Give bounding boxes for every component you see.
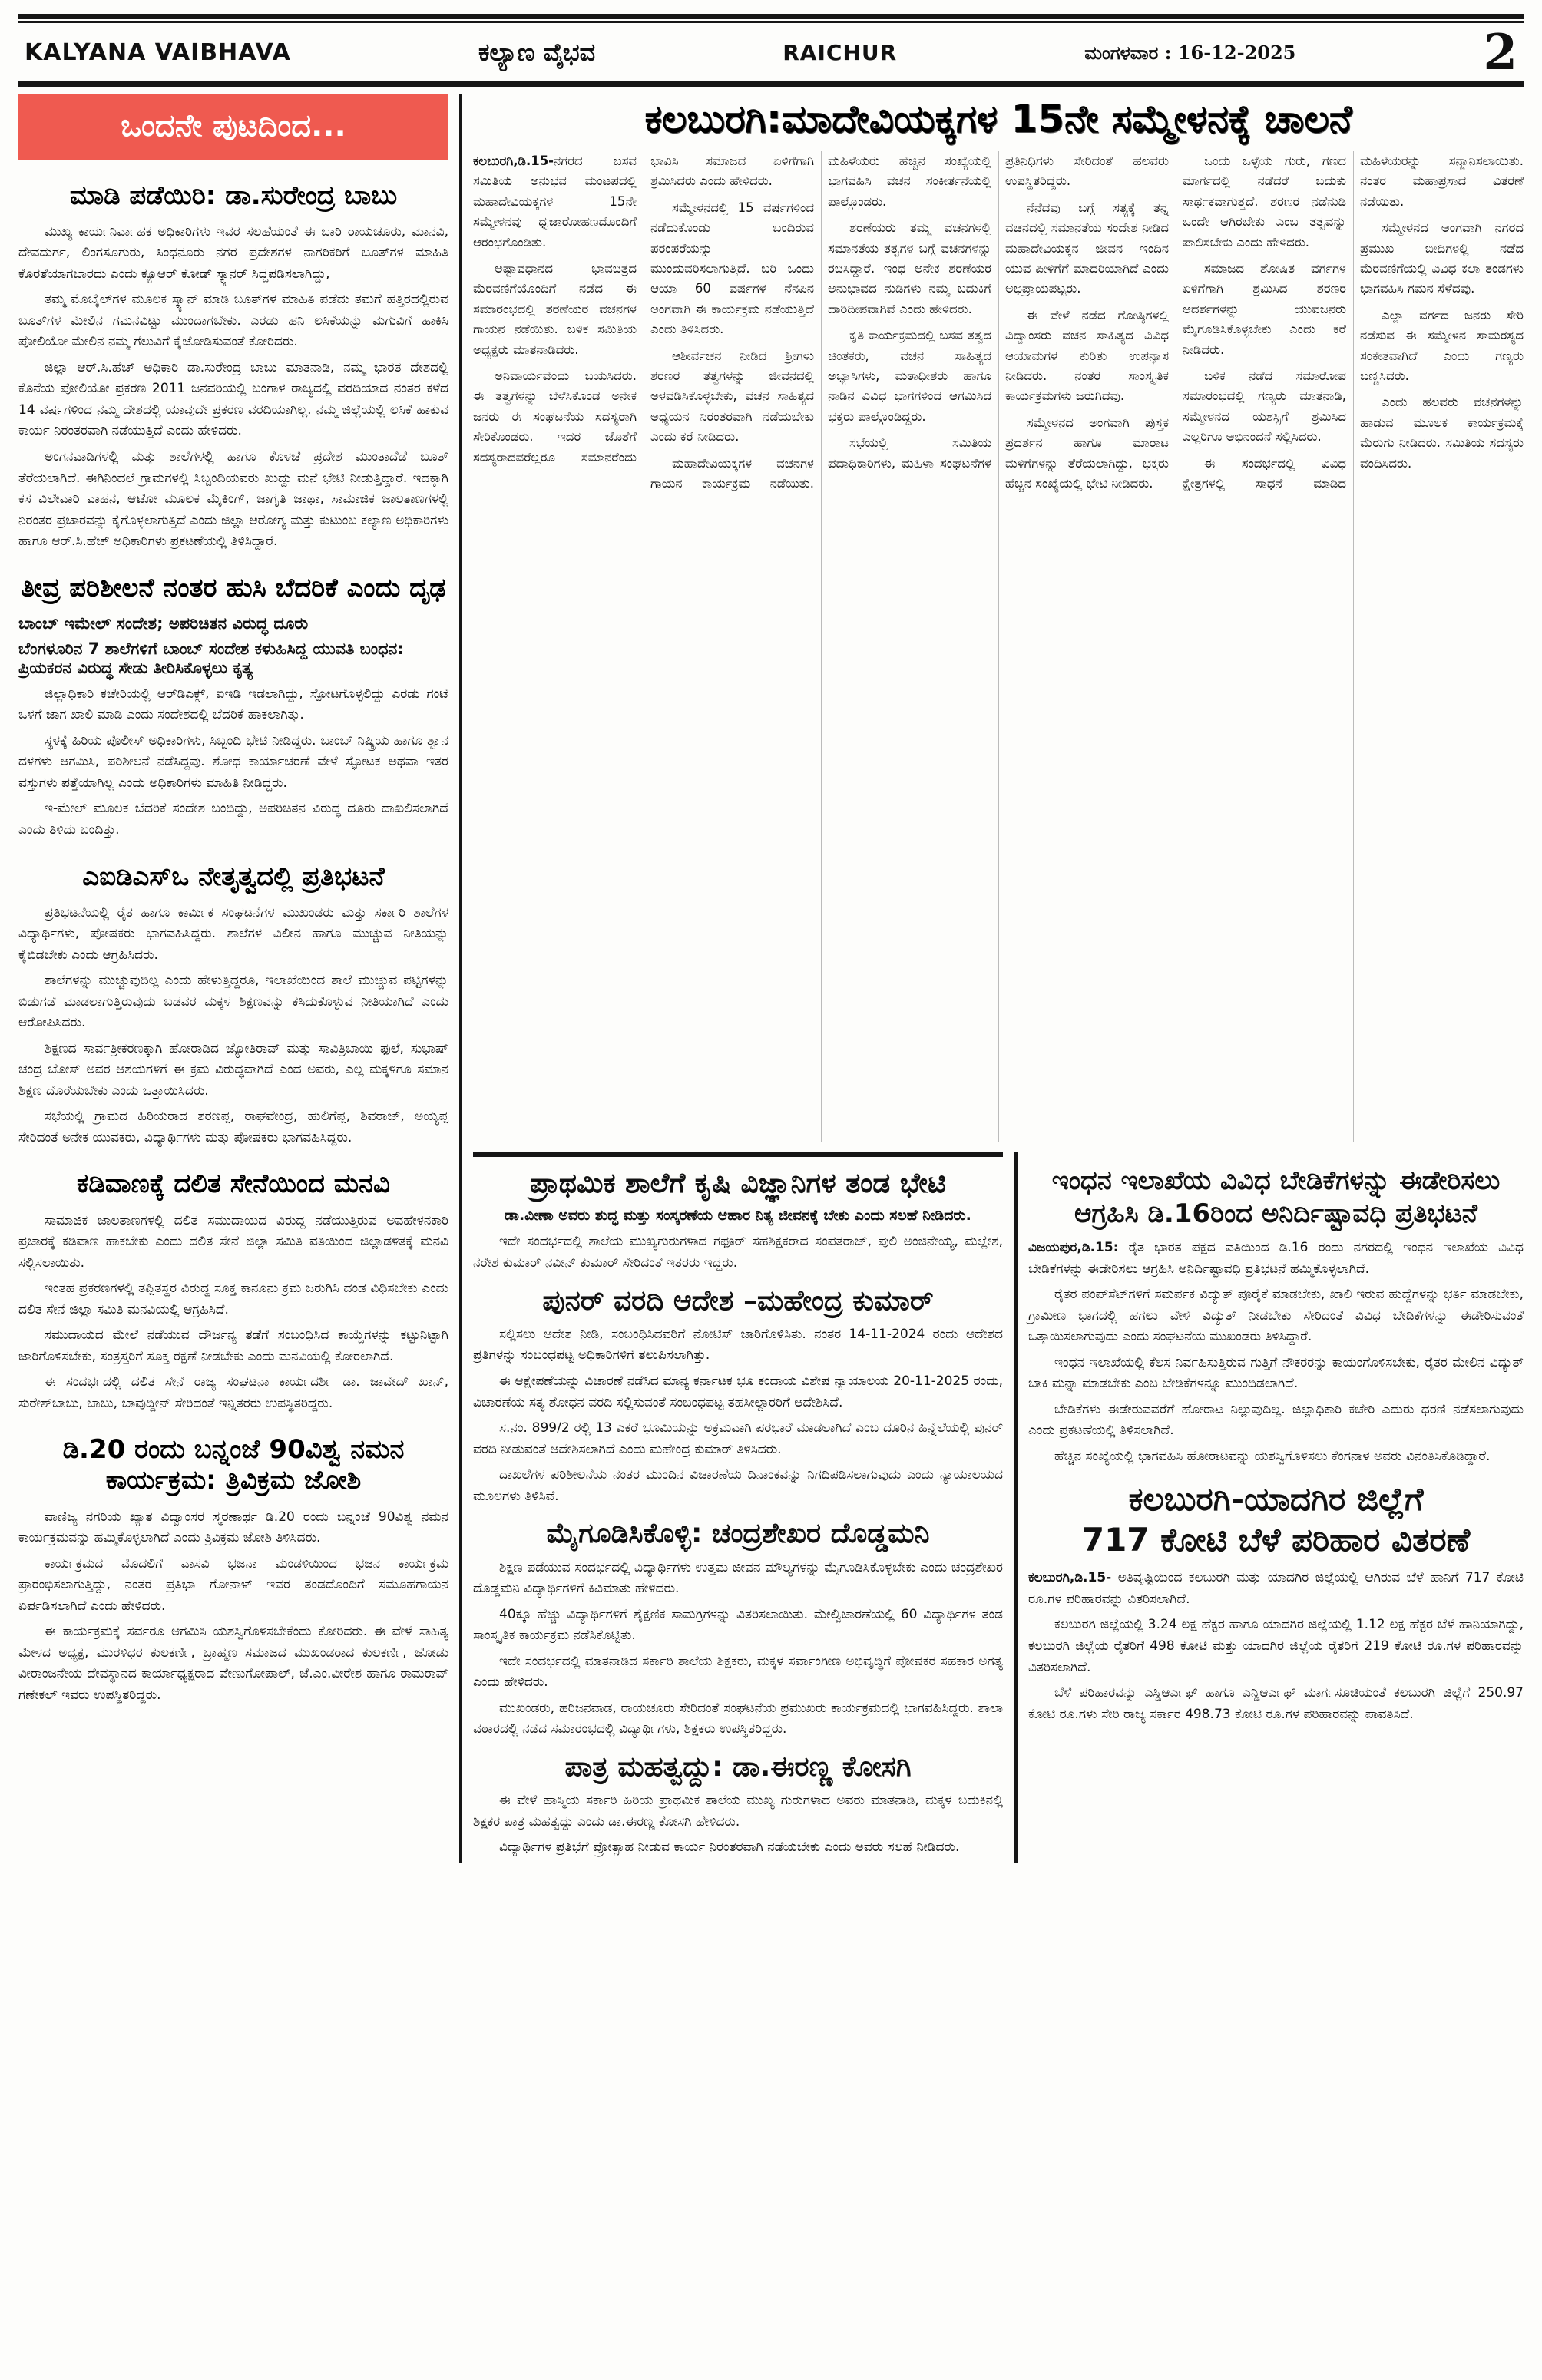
paper-name-english: KALYANA VAIBHAVA <box>25 39 291 67</box>
middle-column <box>473 1152 1014 1863</box>
paragraph: ಮಹಾದೇವಿಯಕ್ಕಗಳ ವಚನಗಳ ಗಾಯನ ಕಾರ್ಯಕ್ರಮ ನಡೆಯಿತು. ಮಹಿಳೆಯರು ಹೆಚ್ಚಿನ ಸಂಖ್ಯೆಯಲ್ಲಿ ಭಾಗವಹಿಸಿ ವಚನ ಸಂಕೀರ್ತನೆಯಲ್ಲಿ ಪಾಲ್ಗೊಂಡರು. <box>650 154 991 491</box>
newspaper-page <box>18 0 1524 1863</box>
article-aidso-protest <box>18 861 448 1149</box>
article-bannanje-90-vishwa-namana <box>18 1434 448 1706</box>
article-body <box>1028 1238 1524 1467</box>
lead-text: ನಗರದ ಬಸವ ಸಮಿತಿಯ ಅನುಭವ ಮಂಟಪದಲ್ಲಿ ಮಹಾದೇವಿಯಕ್ಕಗಳ 15ನೇ ಸಮ್ಮೇಳನವು ಧ್ವಜಾರೋಹಣದೊಂದಿಗೆ ಆರಂಭಗೊಂಡಿತು. <box>473 154 637 250</box>
paragraph: ತಮ್ಮ ಮೊಬೈಲ್‌ಗಳ ಮೂಲಕ ಸ್ಕ್ಯಾನ್ ಮಾಡಿ ಬೂತ್‌ಗಳ ಮಾಹಿತಿ ಪಡೆದು ತಮಗೆ ಹತ್ತಿರದಲ್ಲಿರುವ ಬೂತ್‌ಗಳ ಮೇಲಿನ ಗಮನವಿಟ್ಟು ಮುಂದಾಗಬೇಕು. ಎರಡು ಹನಿ ಲಸಿಕೆಯನ್ನು ಮಗುವಿಗೆ ಹಾಕಿಸಿ ಪೋಲಿಯೋ ಮೇಲಿನ ನಮ್ಮ ಗೆಲುವಿಗೆ ಕೈಜೋಡಿಸುವಂತೆ ಕೋರಿದರು. <box>18 292 448 350</box>
article-polio-booth <box>18 180 448 553</box>
masthead-bottom-rule <box>18 81 1524 87</box>
paragraph: ಈ ವೇಳೆ ಹಾಸ್ಮಿಯ ಸರ್ಕಾರಿ ಹಿರಿಯ ಪ್ರಾಥಮಿಕ ಶಾಲೆಯ ಮುಖ್ಯ ಗುರುಗಳಾದ ಅವರು ಮಾತನಾಡಿ, ಮಕ್ಕಳ ಬದುಕಿನಲ್ಲಿ ಶಿಕ್ಷಕರ ಪಾತ್ರ ಮಹತ್ವದ್ದು ಎಂದು ಡಾ.ಈರಣ್ಣ ಕೋಸಗಿ ಹೇಳಿದರು. <box>473 1793 1003 1830</box>
masthead <box>18 23 1524 81</box>
paragraph: ನೆನೆದವು ಬಗ್ಗೆ ಸತ್ಯಕ್ಕೆ ತನ್ನ ವಚನದಲ್ಲಿ ಸಮಾನತೆಯ ಸಂದೇಶ ನೀಡಿದ ಮಹಾದೇವಿಯಕ್ಕನ ಜೀವನ ಇಂದಿನ ಯುವ ಪೀಳಿಗೆಗೆ ಮಾದರಿಯಾಗಿದೆ ಎಂದು ಅಭಿಪ್ರಾಯಪಟ್ಟರು. <box>1005 200 1169 296</box>
headline-line-2: 717 ಕೋಟಿ ಬೆಳೆ ಪರಿಹಾರ ವಿತರಣೆ <box>1081 1520 1471 1559</box>
paragraph: ಸಮ್ಮೇಳನದಲ್ಲಿ 15 ವರ್ಷಗಳಿಂದ ನಡೆದುಕೊಂಡು ಬಂದಿರುವ ಪರಂಪರೆಯನ್ನು ಮುಂದುವರಿಸಲಾಗುತ್ತಿದೆ. ಬರಿ ಒಂದು ಆಯಾ 60 ವರ್ಷಗಳ ನೆನಪಿನ ಅಂಗವಾಗಿ ಈ ಕಾರ್ಯಕ್ರಮ ನಡೆಯುತ್ತಿದೆ ಎಂದು ತಿಳಿಸಿದರು. <box>650 200 814 337</box>
paragraph: ಈ ಸಂದರ್ಭದಲ್ಲಿ ವಿವಿಧ ಕ್ಷೇತ್ರಗಳಲ್ಲಿ ಸಾಧನೆ ಮಾಡಿದ ಮಹಿಳೆಯರನ್ನು ಸನ್ಮಾನಿಸಲಾಯಿತು. ನಂತರ ಮಹಾಪ್ರಸಾದ ವಿತರಣೆ ನಡೆಯಿತು. <box>1183 154 1524 491</box>
article-indhana-ilakhe-protest <box>1028 1165 1524 1467</box>
section-rule <box>473 1152 1003 1157</box>
paragraph: ಶಿಕ್ಷಣದ ಸಾರ್ವತ್ರೀಕರಣಕ್ಕಾಗಿ ಹೋರಾಡಿದ ಜ್ಯೋತಿರಾವ್ ಮತ್ತು ಸಾವಿತ್ರಿಬಾಯಿ ಫುಲೆ, ಸುಭಾಷ್ ಚಂದ್ರ ಬೋಸ್ ಅವರ ಆಶಯಗಳಿಗೆ ಈ ಕ್ರಮ ವಿರುದ್ಧವಾಗಿದೆ ಎಂದ ಅವರು, ಎಲ್ಲ ಮಕ್ಕಳಿಗೂ ಸಮಾನ ಶಿಕ್ಷಣ ದೊರೆಯಬೇಕು ಎಂದು ಒತ್ತಾಯಿಸಿದರು. <box>18 1040 448 1099</box>
paragraph: 40ಕ್ಕೂ ಹೆಚ್ಚು ವಿದ್ಯಾರ್ಥಿಗಳಿಗೆ ಶೈಕ್ಷಣಿಕ ಸಾಮಗ್ರಿಗಳನ್ನು ವಿತರಿಸಲಾಯಿತು. ಮೇಲ್ವಿಚಾರಣೆಯಲ್ಲಿ 60 ವಿದ್ಯಾರ್ಥಿಗಳ ತಂಡ ಸಾಂಸ್ಕೃತಿಕ ಕಾರ್ಯಕ್ರಮ ನಡೆಸಿಕೊಟ್ಟಿತು. <box>473 1606 1003 1644</box>
article-headline: ಎಐಡಿಎಸ್‌ಒ ನೇತೃತ್ವದಲ್ಲಿ ಪ್ರತಿಭಟನೆ <box>82 861 385 892</box>
paragraph: ಒಂದು ಒಳ್ಳೆಯ ಗುರು, ಗಣದ ಮಾರ್ಗದಲ್ಲಿ ನಡೆದರೆ ಬದುಕು ಸಾರ್ಥಕವಾಗುತ್ತದೆ. ಶರಣರ ನಡೆನುಡಿ ಒಂದೇ ಆಗಿರಬೇಕು ಎಂಬ ತತ್ವವನ್ನು ಪಾಲಿಸಬೇಕು ಎಂದು ಹೇಳಿದರು. <box>1183 154 1346 250</box>
paper-name-kannada: ಕಲ್ಯಾಣ ವೈಭವ <box>478 38 596 68</box>
right-column <box>1018 1152 1524 1863</box>
paragraph: ಸಮಾಜದ ಶೋಷಿತ ವರ್ಗಗಳ ಏಳಿಗೆಗಾಗಿ ಶ್ರಮಿಸಿದ ಶರಣರ ಆದರ್ಶಗಳನ್ನು ಯುವಜನರು ಮೈಗೂಡಿಸಿಕೊಳ್ಳಬೇಕು ಎಂದು ಕರೆ ನೀಡಿದರು. <box>1183 261 1346 357</box>
paragraph: ಇಂತಹ ಪ್ರಕರಣಗಳಲ್ಲಿ ತಪ್ಪಿತಸ್ಥರ ವಿರುದ್ಧ ಸೂಕ್ತ ಕಾನೂನು ಕ್ರಮ ಜರುಗಿಸಿ ದಂಡ ವಿಧಿಸಬೇಕು ಎಂದು ದಲಿತ ಸೇನೆ ಜಿಲ್ಲಾ ಸಮಿತಿ ಮನವಿಯಲ್ಲಿ ಆಗ್ರಹಿಸಿದೆ. <box>18 1281 448 1317</box>
paragraph: ಅಷ್ಟಾವಧಾನದ ಭಾವಚಿತ್ರದ ಮೆರವಣಿಗೆಯೊಂದಿಗೆ ನಡೆದ ಈ ಸಮಾರಂಭದಲ್ಲಿ ಶರಣೆಯರ ವಚನಗಳ ಗಾಯನ ನಡೆಯಿತು. ಬಳಿಕ ಸಮಿತಿಯ ಅಧ್ಯಕ್ಷರು ಮಾತನಾಡಿದರು. <box>473 261 637 357</box>
article-deck: ಬಾಂಬ್ ಇಮೇಲ್ ಸಂದೇಶ; ಅಪರಿಚಿತನ ವಿರುದ್ಧ ದೂರು <box>18 613 309 633</box>
article-headline: ಮಾಡಿ ಪಡೆಯಿರಿ: ಡಾ.ಸುರೇಂದ್ರ ಬಾಬು <box>69 180 398 211</box>
lead-paragraph <box>1028 1568 1524 1610</box>
paragraph: ಈ ಸಂದರ್ಭದಲ್ಲಿ ದಲಿತ ಸೇನೆ ರಾಜ್ಯ ಸಂಘಟನಾ ಕಾರ್ಯದರ್ಶಿ ಡಾ. ಜಾವೇದ್ ಖಾನ್, ಸುರೇಶ್‌ಬಾಬು, ಬಾಬು, ಬಾವುದ್ದೀನ್ ಸೇರಿದಂತೆ ಇನ್ನಿತರರು ಉಪಸ್ಥಿತರಿದ್ದರು. <box>18 1374 448 1411</box>
paragraph: ಕೃತಿ ಕಾರ್ಯಕ್ರಮದಲ್ಲಿ ಬಸವ ತತ್ವದ ಚಿಂತಕರು, ವಚನ ಸಾಹಿತ್ಯದ ಅಭ್ಯಾಸಿಗಳು, ಮಠಾಧೀಶರು ಹಾಗೂ ನಾಡಿನ ವಿವಿಧ ಭಾಗಗಳಿಂದ ಆಗಮಿಸಿದ ಭಕ್ತರು ಪಾಲ್ಗೊಂಡಿದ್ದರು. <box>828 328 991 424</box>
article-headline: ಡಿ.20 ರಂದು ಬನ್ನಂಜೆ 90ವಿಶ್ವ ನಮನ ಕಾರ್ಯಕ್ರಮ: ತ್ರಿವಿಕ್ರಮ ಜೋಶಿ <box>62 1434 405 1496</box>
paragraph: ಅಂಗನವಾಡಿಗಳಲ್ಲಿ ಮತ್ತು ಶಾಲೆಗಳಲ್ಲಿ ಹಾಗೂ ಕೊಳಚೆ ಪ್ರದೇಶ ಮುಂತಾದೆಡೆ ಬೂತ್ ತೆರೆಯಲಾಗಿದೆ. ಈಗಿನಿಂದಲೆ ಗ್ರಾಮಗಳಲ್ಲಿ ಸಿಬ್ಬಂದಿಯವರು ಖುದ್ದು ಮನೆ ಭೇಟಿ ನೀಡುತ್ತಿದ್ದಾರೆ. ಇದಕ್ಕಾಗಿ ಕಸ ವಿಲೇವಾರಿ ವಾಹನ, ಆಟೋ ಮೂಲಕ ಮೈಕಿಂಗ್, ಜಾಗೃತಿ ಜಾಥಾ, ಸಾಮಾಜಿಕ ಜಾಲತಾಣಗಳಲ್ಲಿ ನಿರಂತರ ಪ್ರಚಾರವನ್ನು ಕೈಗೊಳ್ಳಲಾಗುತ್ತಿದೆ ಎಂದು ಜಿಲ್ಲಾ ಆರೋಗ್ಯ ಮತ್ತು ಕುಟುಂಬ ಕಲ್ಯಾಣ ಅಧಿಕಾರಿಗಳು ಹಾಗೂ ಆರ್.ಸಿ.ಹೆಚ್ ಅಧಿಕಾರಿಗಳು ಪ್ರಕಟಣೆಯಲ್ಲಿ ತಿಳಿಸಿದ್ದಾರೆ. <box>18 449 448 550</box>
article-body <box>473 1558 1003 1740</box>
paragraph: ಈ ಆಕ್ಷೇಪಣೆಯನ್ನು ವಿಚಾರಣೆ ನಡೆಸಿದ ಮಾನ್ಯ ಕರ್ನಾಟಕ ಭೂ ಕಂದಾಯ ವಿಶೇಷ ನ್ಯಾಯಾಲಯ 20-11-2025 ರಂದು, ವಿಚಾರಣೆಯ ಸತ್ಯ ಶೋಧನ ವರದಿ ಸಲ್ಲಿಸುವಂತೆ ಸಂಬಂಧಪಟ್ಟ ತಹಸೀಲ್ದಾರರಿಗೆ ಆದೇಶಿಸಿದೆ. <box>473 1373 1003 1410</box>
paragraph: ವಿದ್ಯಾರ್ಥಿಗಳ ಪ್ರತಿಭೆಗೆ ಪ್ರೋತ್ಸಾಹ ನೀಡುವ ಕಾರ್ಯ ನಿರಂತರವಾಗಿ ನಡೆಯಬೇಕು ಎಂದು ಅವರು ಸಲಹೆ ನೀಡಿದರು. <box>499 1840 960 1856</box>
article-body <box>473 1231 1003 1274</box>
article-dalit-sene-memorandum <box>18 1169 448 1414</box>
paragraph: ಜಿಲ್ಲಾಧಿಕಾರಿ ಕಚೇರಿಯಲ್ಲಿ ಆರ್‌ಡಿಎಕ್ಸ್, ಐಇಡಿ ಇಡಲಾಗಿದ್ದು, ಸ್ಫೋಟಗೊಳ್ಳಲಿದ್ದು ಎರಡು ಗಂಟೆ ಒಳಗೆ ಜಾಗ ಖಾಲಿ ಮಾಡಿ ಎಂದು ಸಂದೇಶದಲ್ಲಿ ಬೆದರಿಕೆ ಹಾಕಲಾಗಿತ್ತು. <box>18 686 448 723</box>
article-body <box>18 903 448 1149</box>
article-crop-compensation-717-crore <box>1028 1479 1524 1725</box>
article-headline: ಪ್ರಾಥಮಿಕ ಶಾಲೆಗೆ ಕೃಷಿ ವಿಜ್ಞಾನಿಗಳ ತಂಡ ಭೇಟಿ <box>530 1168 946 1200</box>
paragraph: ಬಳಿಕ ನಡೆದ ಸಮಾರೋಪ ಸಮಾರಂಭದಲ್ಲಿ ಗಣ್ಯರು ಮಾತನಾಡಿ, ಸಮ್ಮೇಳನದ ಯಶಸ್ಸಿಗೆ ಶ್ರಮಿಸಿದ ಎಲ್ಲರಿಗೂ ಅಭಿನಂದನೆ ಸಲ್ಲಿಸಿದರು. <box>1183 369 1346 445</box>
article-body <box>473 1324 1003 1507</box>
article-punar-varadi-adesha <box>473 1285 1003 1508</box>
dateline: ಕಲಬುರಗಿ,ಡಿ.15- <box>1028 1570 1112 1586</box>
paragraph: ಇಂಧನ ಇಲಾಖೆಯಲ್ಲಿ ಕೆಲಸ ನಿರ್ವಹಿಸುತ್ತಿರುವ ಗುತ್ತಿಗೆ ನೌಕರರನ್ನು ಕಾಯಂಗೊಳಿಸಬೇಕು, ರೈತರ ಮೇಲಿನ ವಿದ್ಯುತ್ ಬಾಕಿ ಮನ್ನಾ ಮಾಡಬೇಕು ಎಂಬ ಬೇಡಿಕೆಗಳನ್ನೂ ಮುಂದಿಡಲಾಗಿದೆ. <box>1028 1354 1524 1392</box>
article-headline: ಮೈಗೂಡಿಸಿಕೊಳ್ಳಿ: ಚಂದ್ರಶೇಖರ ದೊಡ್ಡಮನಿ <box>546 1518 930 1550</box>
article-agri-scientists-school-visit <box>473 1168 1003 1274</box>
article-paragraphs <box>1028 1284 1524 1467</box>
article-headline: ಪಾತ್ರ ಮಹತ್ವದ್ದು: ಡಾ.ಈರಣ್ಣ ಕೋಸಗಿ <box>564 1750 912 1783</box>
paragraph: ಸಭೆಯಲ್ಲಿ ಸಮಿತಿಯ ಪದಾಧಿಕಾರಿಗಳು, ಮಹಿಳಾ ಸಂಘಟನೆಗಳ ಪ್ರತಿನಿಧಿಗಳು ಸೇರಿದಂತೆ ಹಲವರು ಉಪಸ್ಥಿತರಿದ್ದರು. <box>828 154 1169 471</box>
dateline: ಕಲಬುರಗಿ,ಡಿ.15- <box>473 154 554 169</box>
dateline: ವಿಜಯಪುರ,ಡಿ.15: <box>1028 1240 1119 1256</box>
paragraph: ಪ್ರತಿಭಟನೆಯಲ್ಲಿ ರೈತ ಹಾಗೂ ಕಾರ್ಮಿಕ ಸಂಘಟನೆಗಳ ಮುಖಂಡರು ಮತ್ತು ಸರ್ಕಾರಿ ಶಾಲೆಗಳ ವಿದ್ಯಾರ್ಥಿಗಳು, ಪೋಷಕರು ಭಾಗವಹಿಸಿದ್ದರು. ಶಾಲೆಗಳ ವಿಲೀನ ಹಾಗೂ ಮುಚ್ಚುವ ನೀತಿಯನ್ನು ಕೈಬಿಡಬೇಕು ಎಂದು ಆಗ್ರಹಿಸಿದರು. <box>18 904 448 963</box>
paragraph: ಸಾಮಾಜಿಕ ಜಾಲತಾಣಗಳಲ್ಲಿ ದಲಿತ ಸಮುದಾಯದ ವಿರುದ್ಧ ನಡೆಯುತ್ತಿರುವ ಅವಹೇಳನಕಾರಿ ಪ್ರಚಾರಕ್ಕೆ ಕಡಿವಾಣ ಹಾಕಬೇಕು ಎಂದು ದಲಿತ ಸೇನೆ ಜಿಲ್ಲಾ ಸಮಿತಿ ವತಿಯಿಂದ ಜಿಲ್ಲಾಡಳಿತಕ್ಕೆ ಮನವಿ ಸಲ್ಲಿಸಲಾಯಿತು. <box>18 1212 448 1271</box>
paragraph: ಸ.ನಂ. 899/2 ರಲ್ಲಿ 13 ಎಕರೆ ಭೂಮಿಯನ್ನು ಅಕ್ರಮವಾಗಿ ಪರಭಾರೆ ಮಾಡಲಾಗಿದೆ ಎಂಬ ದೂರಿನ ಹಿನ್ನೆಲೆಯಲ್ಲಿ ಪುನರ್ ವರದಿ ನೀಡುವಂತೆ ಆದೇಶಿಸಲಾಗಿದೆ ಎಂದು ಮಹೇಂದ್ರ ಕುಮಾರ್ ತಿಳಿಸಿದರು. <box>473 1420 1003 1457</box>
paragraph: ಬೇಡಿಕೆಗಳು ಈಡೇರುವವರೆಗೆ ಹೋರಾಟ ನಿಲ್ಲುವುದಿಲ್ಲ. ಜಿಲ್ಲಾಧಿಕಾರಿ ಕಚೇರಿ ಎದುರು ಧರಣಿ ನಡೆಸಲಾಗುವುದು ಎಂದು ಪ್ರಕಟಣೆಯಲ್ಲಿ ತಿಳಿಸಲಾಗಿದೆ. <box>1028 1401 1524 1439</box>
paragraph: ಇ-ಮೇಲ್ ಮೂಲಕ ಬೆದರಿಕೆ ಸಂದೇಶ ಬಂದಿದ್ದು, ಅಪರಿಚಿತನ ವಿರುದ್ಧ ದೂರು ದಾಖಲಿಸಲಾಗಿದೆ ಎಂದು ತಿಳಿದು ಬಂದಿತ್ತು. <box>18 801 448 838</box>
article-headline: ಪುನರ್ ವರದಿ ಆದೇಶ –ಮಹೇಂದ್ರ ಕುಮಾರ್ <box>542 1284 934 1317</box>
paragraph: ಇದೇ ಸಂದರ್ಭದಲ್ಲಿ ಶಾಲೆಯ ಮುಖ್ಯಗುರುಗಳಾದ ಗಫೂರ್ ಸಹಶಿಕ್ಷಕರಾದ ಸಂಪತರಾಜ್, ಪುಲಿ ಅಂಜಿನೇಯ್ಯ, ಮಲ್ಲೇಶ, ನರೇಶ ಕುಮಾರ್ ನವೀನ್ ಕುಮಾರ್ ಸೇರಿದಂತೆ ಇತರರು ಇದ್ದರು. <box>473 1234 1003 1271</box>
article-body <box>18 684 448 841</box>
article-hoax-bomb-threat <box>18 573 448 841</box>
headline-line-1: ಕಲಬುರಗಿ-ಯಾದಗಿರ ಜಿಲ್ಲೆಗೆ <box>1128 1480 1424 1519</box>
paragraph: ಸಲ್ಲಿಸಲು ಆದೇಶ ನೀಡಿ, ಸಂಬಂಧಿಸಿದವರಿಗೆ ನೋಟಿಸ್ ಜಾರಿಗೊಳಿಸಿತು. ನಂತರ 14-11-2024 ರಂದು ಆದೇಶದ ಪ್ರತಿಗಳನ್ನು ಸಂಬಂಧಪಟ್ಟ ಅಧಿಕಾರಿಗಳಿಗೆ ತಲುಪಿಸಲಾಗಿತ್ತು. <box>473 1326 1003 1364</box>
lead-text: ರೈತ ಭಾರತ ಪಕ್ಷದ ವತಿಯಿಂದ ಡಿ.16 ರಂದು ನಗರದಲ್ಲಿ ಇಂಧನ ಇಲಾಖೆಯ ವಿವಿಧ ಬೇಡಿಕೆಗಳನ್ನು ಈಡೇರಿಸಲು ಆಗ್ರಹಿಸಿ ಅನಿರ್ದಿಷ್ಟಾವಧಿ ಪ್ರತಿಭಟನೆ ಹಮ್ಮಿಕೊಳ್ಳಲಾಗಿದೆ. <box>1028 1240 1524 1277</box>
lead-paragraph <box>1028 1238 1524 1280</box>
headline-line-1: ಇಂಧನ ಇಲಾಖೆಯ ವಿವಿಧ ಬೇಡಿಕೆಗಳನ್ನು ಈಡೇರಿಸಲು <box>1051 1165 1501 1197</box>
paragraph: ಇದೇ ಸಂದರ್ಭದಲ್ಲಿ ಮಾತನಾಡಿದ ಸರ್ಕಾರಿ ಶಾಲೆಯ ಶಿಕ್ಷಕರು, ಮಕ್ಕಳ ಸರ್ವಾಂಗೀಣ ಅಭಿವೃದ್ಧಿಗೆ ಪೋಷಕರ ಸಹಕಾರ ಅಗತ್ಯ ಎಂದು ಹೇಳಿದರು. <box>473 1653 1003 1691</box>
paragraph: ಎಲ್ಲಾ ವರ್ಗದ ಜನರು ಸೇರಿ ನಡೆಸುವ ಈ ಸಮ್ಮೇಳನ ಸಾಮರಸ್ಯದ ಸಂಕೇತವಾಗಿದೆ ಎಂದು ಗಣ್ಯರು ಬಣ್ಣಿಸಿದರು. <box>1360 307 1524 383</box>
top-rule <box>18 14 1524 19</box>
article-body <box>18 222 448 553</box>
paragraph: ಆಶೀರ್ವಚನ ನೀಡಿದ ಶ್ರೀಗಳು ಶರಣರ ತತ್ವಗಳನ್ನು ಜೀವನದಲ್ಲಿ ಅಳವಡಿಸಿಕೊಳ್ಳಬೇಕು, ವಚನ ಸಾಹಿತ್ಯದ ಅಧ್ಯಯನ ನಿರಂತರವಾಗಿ ನಡೆಯಬೇಕು ಎಂದು ಕರೆ ನೀಡಿದರು. <box>650 348 814 445</box>
paragraph: ಈ ವೇಳೆ ನಡೆದ ಗೋಷ್ಠಿಗಳಲ್ಲಿ ವಿದ್ವಾಂಸರು ವಚನ ಸಾಹಿತ್ಯದ ವಿವಿಧ ಆಯಾಮಗಳ ಕುರಿತು ಉಪನ್ಯಾಸ ನೀಡಿದರು. ನಂತರ ಸಾಂಸ್ಕೃತಿಕ ಕಾರ್ಯಕ್ರಮಗಳು ಜರುಗಿದವು. <box>1005 307 1169 404</box>
article-paragraphs <box>1028 1615 1524 1725</box>
edition-city: RAICHUR <box>783 40 898 66</box>
article-maigudisikolli <box>473 1518 1003 1740</box>
headline-line-2: ಆಗ್ರಹಿಸಿ ಡಿ.16ರಿಂದ ಅನಿರ್ದಿಷ್ಟಾವಧಿ ಪ್ರತಿಭಟನೆ <box>1074 1198 1478 1229</box>
article-headline: ಕಡಿವಾಣಕ್ಕೆ ದಲಿತ ಸೇನೆಯಿಂದ ಮನವಿ <box>77 1169 390 1200</box>
paragraph: ಅನಿವಾರ್ಯವೆಂದು ಬಯಸಿದರು. ಈ ತತ್ವಗಳನ್ನು ಬೆಳೆಸಿಕೊಂಡ ಅನೇಕ ಜನರು ಈ ಸಂಘಟನೆಯ ಸದಸ್ಯರಾಗಿ ಸೇರಿಕೊಂಡರು. ಇದರ ಜೊತೆಗೆ ಸದಸ್ಯರಾದವರೆಲ್ಲರೂ ಸಮಾನರೆಂದು ಭಾವಿಸಿ ಸಮಾಜದ ಏಳಿಗೆಗಾಗಿ ಶ್ರಮಿಸಿದರು ಎಂದು ಹೇಳಿದರು. <box>473 154 814 464</box>
paragraph: ಎಂದು ಹಲವರು ವಚನಗಳನ್ನು ಹಾಡುವ ಮೂಲಕ ಕಾರ್ಯಕ್ರಮಕ್ಕೆ ಮೆರುಗು ನೀಡಿದರು. ಸಮಿತಿಯ ಸದಸ್ಯರು ವಂದಿಸಿದರು. <box>1360 395 1524 471</box>
continued-from-page-one-banner: ಒಂದನೇ ಪುಟದಿಂದ... <box>18 94 448 160</box>
paragraph: ಶಾಲೆಗಳನ್ನು ಮುಚ್ಚುವುದಿಲ್ಲ ಎಂದು ಹೇಳುತ್ತಿದ್ದರೂ, ಇಲಾಖೆಯಿಂದ ಶಾಲೆ ಮುಚ್ಚುವ ಪಟ್ಟಿಗಳನ್ನು ಬಿಡುಗಡೆ ಮಾಡಲಾಗುತ್ತಿರುವುದು ಬಡವರ ಮಕ್ಕಳ ಶಿಕ್ಷಣವನ್ನು ಕಸಿದುಕೊಳ್ಳುವ ನೀತಿಯಾಗಿದೆ ಎಂದು ಆರೋಪಿಸಿದರು. <box>18 973 448 1031</box>
paragraph: ದಾಖಲೆಗಳ ಪರಿಶೀಲನೆಯ ನಂತರ ಮುಂದಿನ ವಿಚಾರಣೆಯ ದಿನಾಂಕವನ್ನು ನಿಗದಿಪಡಿಸಲಾಗುವುದು ಎಂದು ನ್ಯಾಯಾಲಯದ ಮೂಲಗಳು ತಿಳಿಸಿವೆ. <box>473 1467 1003 1504</box>
paragraph: ಸಭೆಯಲ್ಲಿ ಗ್ರಾಮದ ಹಿರಿಯರಾದ ಶರಣಪ್ಪ, ರಾಘವೇಂದ್ರ, ಹುಲಿಗೆಪ್ಪ, ಶಿವರಾಜ್, ಅಯ್ಯಪ್ಪ ಸೇರಿದಂತೆ ಅನೇಕ ಯುವಕರು, ವಿದ್ಯಾರ್ಥಿಗಳು ಮತ್ತು ಪೋಷಕರು ಭಾಗವಹಿಸಿದ್ದರು. <box>18 1109 448 1145</box>
lead-text: ಅತಿವೃಷ್ಟಿಯಿಂದ ಕಲಬುರಗಿ ಮತ್ತು ಯಾದಗಿರ ಜಿಲ್ಲೆಯಲ್ಲಿ ಆಗಿರುವ ಬೆಳೆ ಹಾನಿಗೆ 717 ಕೋಟಿ ರೂ.ಗಳ ಪರಿಹಾರವನ್ನು ವಿತರಿಸಲಾಗಿದೆ. <box>1028 1570 1524 1607</box>
paragraph: ವಾಣಿಜ್ಯ ನಗರಿಯ ಖ್ಯಾತ ವಿದ್ವಾಂಸರ ಸ್ಮರಣಾರ್ಥ ಡಿ.20 ರಂದು ಬನ್ನಂಜೆ 90ವಿಶ್ವ ನಮನ ಕಾರ್ಯಕ್ರಮವನ್ನು ಹಮ್ಮಿಕೊಳ್ಳಲಾಗಿದೆ ಎಂದು ತ್ರಿವಿಕ್ರಮ ಜೋಶಿ ತಿಳಿಸಿದರು. <box>18 1509 448 1546</box>
left-column <box>18 94 459 1863</box>
article-patra-mahatvaddu <box>473 1751 1003 1859</box>
paragraph: ಮುಖ್ಯ ಕಾರ್ಯನಿರ್ವಾಹಕ ಅಧಿಕಾರಿಗಳು ಇವರ ಸಲಹೆಯಂತೆ ಈ ಬಾರಿ ರಾಯಚೂರು, ಮಾನವಿ, ದೇವದುರ್ಗ, ಲಿಂಗಸೂಗುರು, ಸಿಂಧನೂರು ನಗರ ಪ್ರದೇಶಗಳ ನಾಗರಿಕರಿಗೆ ಬೂತ್‌ಗಳ ಮಾಹಿತಿ ಕೊರತೆಯಾಗಬಾರದು ಎಂದು ಕ್ಯೂಆರ್ ಕೋಡ್ ಸ್ಕ್ಯಾನರ್ ಸಿದ್ದಪಡಿಸಲಾಗಿದ್ದು, <box>18 223 448 282</box>
article-mahadeviyakka-sammelana <box>473 96 1524 1142</box>
paragraph: ಮುಖಂಡರು, ಹರಿಜನವಾಡ, ರಾಯಚೂರು ಸೇರಿದಂತೆ ಸಂಘಟನೆಯ ಪ್ರಮುಖರು ಕಾರ್ಯಕ್ರಮದಲ್ಲಿ ಭಾಗವಹಿಸಿದ್ದರು. ಶಾಲಾ ವಠಾರದಲ್ಲಿ ನಡೆದ ಸಮಾರಂಭದಲ್ಲಿ ವಿದ್ಯಾರ್ಥಿಗಳು, ಶಿಕ್ಷಕರು ಉಪಸ್ಥಿತರಿದ್ದರು. <box>473 1700 1003 1737</box>
paragraph: ಕಲಬುರಗಿ ಜಿಲ್ಲೆಯಲ್ಲಿ 3.24 ಲಕ್ಷ ಹೆಕ್ಟರ ಹಾಗೂ ಯಾದಗಿರ ಜಿಲ್ಲೆಯಲ್ಲಿ 1.12 ಲಕ್ಷ ಹೆಕ್ಟರ ಬೆಳೆ ಹಾನಿಯಾಗಿದ್ದು, ಕಲಬುರಗಿ ಜಿಲ್ಲೆಯ ರೈತರಿಗೆ 498 ಕೋಟಿ ಮತ್ತು ಯಾದಗಿರ ಜಿಲ್ಲೆಯ ರೈತರಿಗೆ 219 ಕೋಟಿ ರೂ.ಗಳ ಪರಿಹಾರವನ್ನು ವಿತರಿಸಲಾಗಿದೆ. <box>1028 1617 1524 1675</box>
article-body <box>18 1211 448 1415</box>
paragraph: ರೈತರ ಪಂಪ್‌ಸೆಟ್‌ಗಳಿಗೆ ಸಮರ್ಪಕ ವಿದ್ಯುತ್ ಪೂರೈಕೆ ಮಾಡಬೇಕು, ಖಾಲಿ ಇರುವ ಹುದ್ದೆಗಳನ್ನು ಭರ್ತಿ ಮಾಡಬೇಕು, ಗ್ರಾಮೀಣ ಭಾಗದಲ್ಲಿ ಹಗಲು ವೇಳೆ ವಿದ್ಯುತ್ ನೀಡಬೇಕು ಸೇರಿದಂತೆ ವಿವಿಧ ಬೇಡಿಕೆಗಳನ್ನು ಈಡೇರಿಸುವಂತೆ ಒತ್ತಾಯಿಸಲಾಗುವುದು ಎಂದು ಸಂಘಟನೆಯ ಮುಖಂಡರು ತಿಳಿಸಿದ್ದಾರೆ. <box>1028 1287 1524 1345</box>
paragraph: ಜಿಲ್ಲಾ ಆರ್.ಸಿ.ಹೆಚ್ ಅಧಿಕಾರಿ ಡಾ.ಸುರೇಂದ್ರ ಬಾಬು ಮಾತನಾಡಿ, ನಮ್ಮ ಭಾರತ ದೇಶದಲ್ಲಿ ಕೊನೆಯ ಪೋಲಿಯೋ ಪ್ರಕರಣ 2011 ಜನವರಿಯಲ್ಲಿ ಬಂಗಾಳ ರಾಜ್ಯದಲ್ಲಿ ವರದಿಯಾದ ನಂತರ ಕಳೆದ 14 ವರ್ಷಗಳಿಂದ ನಮ್ಮ ದೇಶದಲ್ಲಿ ಯಾವುದೇ ಪ್ರಕರಣ ವರದಿಯಾಗಿಲ್ಲ. ನಮ್ಮ ಜಿಲ್ಲೆಯಲ್ಲಿ ಲಸಿಕೆ ಹಾಕುವ ಕಾರ್ಯ ನಿರಂತರವಾಗಿ ನಡೆಯುತ್ತಿದೆ ಎಂದು ಹೇಳಿದರು. <box>18 359 448 439</box>
article-body <box>1028 1568 1524 1725</box>
paragraph: ಸಮ್ಮೇಳನದ ಅಂಗವಾಗಿ ನಗರದ ಪ್ರಮುಖ ಬೀದಿಗಳಲ್ಲಿ ನಡೆದ ಮೆರವಣಿಗೆಯಲ್ಲಿ ವಿವಿಧ ಕಲಾ ತಂಡಗಳು ಭಾಗವಹಿಸಿ ಗಮನ ಸೆಳೆದವು. <box>1360 220 1524 296</box>
edition-date: ಮಂಗಳವಾರ : 16-12-2025 <box>1084 41 1296 64</box>
page-number: 2 <box>1483 24 1517 81</box>
article-deck: ಡಾ.ವೀಣಾ ಅವರು ಶುದ್ಧ ಮತ್ತು ಸಂಸ್ಕರಣೆಯ ಆಹಾರ ನಿತ್ಯ ಜೀವನಕ್ಕೆ ಬೇಕು ಎಂದು ಸಲಹೆ ನೀಡಿದರು. <box>505 1207 971 1225</box>
article-headline <box>1028 1479 1524 1560</box>
main-article-body <box>473 151 1524 1142</box>
main-headline: ಕಲಬುರಗಿ:ಮಾದೇವಿಯಕ್ಕಗಳ 15ನೇ ಸಮ್ಮೇಳನಕ್ಕೆ ಚಾಲನೆ <box>644 96 1352 141</box>
main-area <box>462 94 1524 1863</box>
paragraph: ಸ್ಥಳಕ್ಕೆ ಹಿರಿಯ ಪೊಲೀಸ್ ಅಧಿಕಾರಿಗಳು, ಸಿಬ್ಬಂದಿ ಭೇಟಿ ನೀಡಿದ್ದರು. ಬಾಂಬ್ ನಿಷ್ಕ್ರಿಯ ಹಾಗೂ ಶ್ವಾನ ದಳಗಳು ಆಗಮಿಸಿ, ಪರಿಶೀಲನೆ ನಡೆಸಿದ್ದವು. ಶೋಧ ಕಾರ್ಯಾಚರಣೆ ವೇಳೆ ಸ್ಫೋಟಕ ಅಥವಾ ಇತರ ವಸ್ತುಗಳು ಪತ್ತೆಯಾಗಿಲ್ಲ ಎಂದು ಅಧಿಕಾರಿಗಳು ಮಾಹಿತಿ ನೀಡಿದ್ದರು. <box>18 732 448 791</box>
article-body <box>473 1790 1003 1859</box>
paragraph: ಸಮುದಾಯದ ಮೇಲೆ ನಡೆಯುವ ದೌರ್ಜನ್ಯ ತಡೆಗೆ ಸಂಬಂಧಿಸಿದ ಕಾಯ್ದೆಗಳನ್ನು ಕಟ್ಟುನಿಟ್ಟಾಗಿ ಜಾರಿಗೊಳಿಸಬೇಕು, ಸಂತ್ರಸ್ತರಿಗೆ ಸೂಕ್ತ ರಕ್ಷಣೆ ನೀಡಬೇಕು ಎಂದು ಮನವಿಯಲ್ಲಿ ಕೋರಲಾಗಿದೆ. <box>18 1327 448 1364</box>
article-body <box>18 1507 448 1707</box>
article-deck: ಬೆಂಗಳೂರಿನ 7 ಶಾಲೆಗಳಿಗೆ ಬಾಂಬ್ ಸಂದೇಶ ಕಳುಹಿಸಿದ್ದ ಯುವತಿ ಬಂಧನ: ಪ್ರಿಯಕರನ ವಿರುದ್ಧ ಸೇಡು ತೀರಿಸಿಕೊಳ್ಳಲು ಕೃತ್ಯ <box>18 639 404 677</box>
article-headline <box>1028 1165 1524 1230</box>
lead-paragraph <box>473 151 637 253</box>
paragraph: ಶಿಕ್ಷಣ ಪಡೆಯುವ ಸಂದರ್ಭದಲ್ಲಿ ವಿದ್ಯಾರ್ಥಿಗಳು ಉತ್ತಮ ಜೀವನ ಮೌಲ್ಯಗಳನ್ನು ಮೈಗೂಡಿಸಿಕೊಳ್ಳಬೇಕು ಎಂದು ಚಂದ್ರಶೇಖರ ದೊಡ್ಡಮನಿ ವಿದ್ಯಾರ್ಥಿಗಳಿಗೆ ಕಿವಿಮಾತು ಹೇಳಿದರು. <box>473 1559 1003 1597</box>
paragraph: ಸಮ್ಮೇಳನದ ಅಂಗವಾಗಿ ಪುಸ್ತಕ ಪ್ರದರ್ಶನ ಹಾಗೂ ಮಾರಾಟ ಮಳಿಗೆಗಳನ್ನು ತೆರೆಯಲಾಗಿದ್ದು, ಭಕ್ತರು ಹೆಚ್ಚಿನ ಸಂಖ್ಯೆಯಲ್ಲಿ ಭೇಟಿ ನೀಡಿದರು. <box>1005 415 1169 491</box>
paragraph: ಕಾರ್ಯಕ್ರಮದ ಮೊದಲಿಗೆ ವಾಸವಿ ಭಜನಾ ಮಂಡಳಿಯಿಂದ ಭಜನ ಕಾರ್ಯಕ್ರಮ ಪ್ರಾರಂಭಿಸಲಾಗುತ್ತಿದ್ದು, ನಂತರ ಪ್ರತಿಭಾ ಗೋನಾಳ್ ಇವರ ತಂಡದೊಂದಿಗೆ ಸಮೂಹಗಾಯನ ಏರ್ಪಡಿಸಲಾಗಿದೆ ಎಂದು ಹೇಳಿದರು. <box>18 1555 448 1614</box>
paragraph: ಬೆಳೆ ಪರಿಹಾರವನ್ನು ಎಸ್ಡಿಆರ್ಎಫ್ ಹಾಗೂ ಎನ್ಡಿಆರ್ಎಫ್ ಮಾರ್ಗಸೂಚಿಯಂತೆ ಕಲಬುರಗಿ ಜಿಲ್ಲೆಗೆ 250.97 ಕೋಟಿ ರೂ.ಗಳು ಸೇರಿ ರಾಜ್ಯ ಸರ್ಕಾರ 498.73 ಕೋಟಿ ರೂ.ಗಳ ಪರಿಹಾರವನ್ನು ಪಾವತಿಸಿದೆ. <box>1028 1685 1524 1722</box>
paragraph: ಹೆಚ್ಚಿನ ಸಂಖ್ಯೆಯಲ್ಲಿ ಭಾಗವಹಿಸಿ ಹೋರಾಟವನ್ನು ಯಶಸ್ವಿಗೊಳಿಸಲು ಕೆಂಗನಾಳ ಅವರು ವಿನಂತಿಸಿಕೊಡಿದ್ದಾರೆ. <box>1054 1448 1491 1464</box>
paragraph: ಶರಣೆಯರು ತಮ್ಮ ವಚನಗಳಲ್ಲಿ ಸಮಾನತೆಯ ತತ್ವಗಳ ಬಗ್ಗೆ ವಚನಗಳನ್ನು ರಚಿಸಿದ್ದಾರೆ. ಇಂಥ ಅನೇಕ ಶರಣೆಯರ ಅನುಭಾವದ ನುಡಿಗಳು ನಮ್ಮ ಬದುಕಿಗೆ ದಾರಿದೀಪವಾಗಿವೆ ಎಂದು ಹೇಳಿದರು. <box>828 220 991 316</box>
article-headline: ತೀವ್ರ ಪರಿಶೀಲನೆ ನಂತರ ಹುಸಿ ಬೆದರಿಕೆ ಎಂದು ದೃಢ <box>21 572 446 603</box>
paragraph: ಈ ಕಾರ್ಯಕ್ರಮಕ್ಕೆ ಸರ್ವರೂ ಆಗಮಿಸಿ ಯಶಸ್ವಿಗೊಳಿಸಬೇಕೆಂದು ಕೋರಿದರು. ಈ ವೇಳೆ ಸಾಹಿತ್ಯ ಮೇಳದ ಅಧ್ಯಕ್ಷ, ಮುರಳಿಧರ ಕುಲಕರ್ಣಿ, ಬ್ರಾಹ್ಮಣ ಸಮಾಜದ ಮುಖಂಡರಾದ ಕುಲಕರ್ಣಿ, ಜೋಡು ವೀರಾಂಜನೇಯ ದೇವಸ್ಥಾನದ ಕಾರ್ಯಾಧ್ಯಕ್ಷರಾದ ವೇಣುಗೋಪಾಲ್, ಜೆ.ಎಂ.ವೀರೇಶ ಹಾಗೂ ರಾಮರಾವ್ ಗಣೇಕಲ್ ಇವರು ಉಪಸ್ಥಿತರಿದ್ದರು. <box>18 1624 448 1703</box>
